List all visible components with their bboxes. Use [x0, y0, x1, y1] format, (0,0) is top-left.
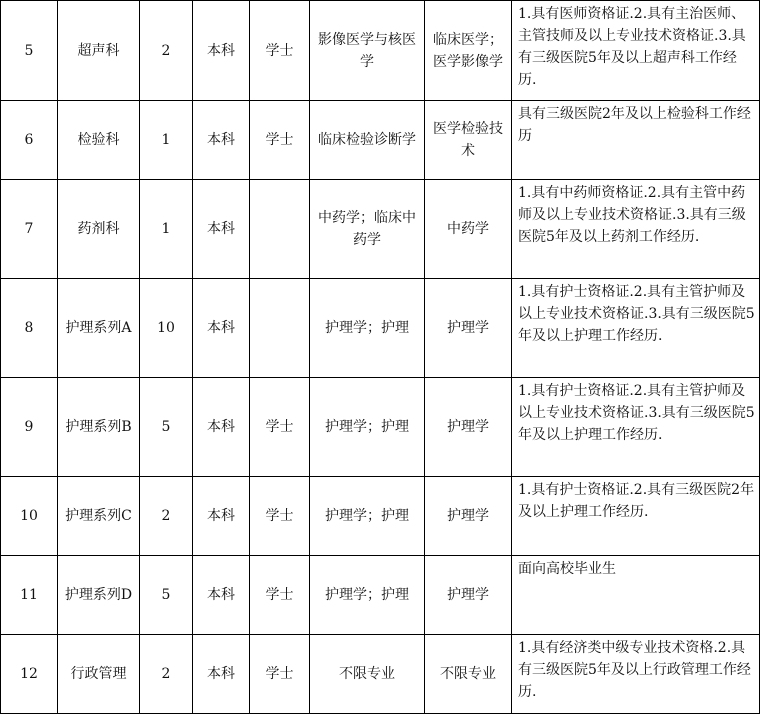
- major-associate-cell: 临床医学；医学影像学: [425, 1, 512, 101]
- education-cell: 本科: [193, 101, 250, 180]
- row-number: 11: [1, 556, 58, 635]
- major-undergrad-cell: 影像医学与核医学: [310, 1, 425, 101]
- requirements-cell: 1.具有护士资格证.2.具有主管护师及以上专业技术资格证.3.具有三级医院5年及以上护理工作经历.: [512, 378, 760, 477]
- major-associate-cell: 护理学: [425, 279, 512, 378]
- degree-cell: 学士: [250, 635, 310, 714]
- table-row: [1, 378, 760, 477]
- major-associate-cell: 护理学: [425, 477, 512, 556]
- major-associate-cell: 不限专业: [425, 635, 512, 714]
- requirements-cell: 1.具有经济类中级专业技术资格.2.具有三级医院5年及以上行政管理工作经历.: [512, 635, 760, 714]
- major-undergrad-cell: 护理学；护理: [310, 378, 425, 477]
- major-undergrad-cell: 护理学；护理: [310, 477, 425, 556]
- degree-cell: [250, 279, 310, 378]
- major-associate-cell: 护理学: [425, 378, 512, 477]
- education-cell: 本科: [193, 1, 250, 101]
- table-row: [1, 477, 760, 556]
- table-row: [1, 180, 760, 279]
- major-associate-cell: 护理学: [425, 556, 512, 635]
- major-associate-cell: 中药学: [425, 180, 512, 279]
- table-row: [1, 279, 760, 378]
- department-cell: 行政管理: [58, 635, 140, 714]
- row-number: 12: [1, 635, 58, 714]
- headcount-cell: 1: [140, 101, 193, 180]
- table-row: [1, 1, 760, 101]
- table-row: [1, 556, 760, 635]
- department-cell: 护理系列D: [58, 556, 140, 635]
- major-associate-cell: 医学检验技术: [425, 101, 512, 180]
- row-number: 9: [1, 378, 58, 477]
- major-undergrad-cell: 护理学；护理: [310, 279, 425, 378]
- row-number: 5: [1, 1, 58, 101]
- table-row: [1, 101, 760, 180]
- row-number: 6: [1, 101, 58, 180]
- requirements-cell: 1.具有中药师资格证.2.具有主管中药师及以上专业技术资格证.3.具有三级医院5年及以上药剂工作经历.: [512, 180, 760, 279]
- headcount-cell: 10: [140, 279, 193, 378]
- row-number: 8: [1, 279, 58, 378]
- requirements-cell: 1.具有医师资格证.2.具有主治医师、主管技师及以上专业技术资格证.3.具有三级医院5年及以上超声科工作经历.: [512, 1, 760, 101]
- education-cell: 本科: [193, 556, 250, 635]
- department-cell: 护理系列B: [58, 378, 140, 477]
- degree-cell: 学士: [250, 101, 310, 180]
- requirements-cell: 具有三级医院2年及以上检验科工作经历: [512, 101, 760, 180]
- department-cell: 药剂科: [58, 180, 140, 279]
- degree-cell: 学士: [250, 1, 310, 101]
- requirements-cell: 1.具有护士资格证.2.具有主管护师及以上专业技术资格证.3.具有三级医院5年及以上护理工作经历.: [512, 279, 760, 378]
- headcount-cell: 1: [140, 180, 193, 279]
- education-cell: 本科: [193, 635, 250, 714]
- major-undergrad-cell: 不限专业: [310, 635, 425, 714]
- education-cell: 本科: [193, 279, 250, 378]
- headcount-cell: 2: [140, 1, 193, 101]
- education-cell: 本科: [193, 378, 250, 477]
- major-undergrad-cell: 护理学；护理: [310, 556, 425, 635]
- department-cell: 护理系列A: [58, 279, 140, 378]
- headcount-cell: 2: [140, 477, 193, 556]
- department-cell: 超声科: [58, 1, 140, 101]
- requirements-cell: 1.具有护士资格证.2.具有三级医院2年及以上护理工作经历.: [512, 477, 760, 556]
- department-cell: 护理系列C: [58, 477, 140, 556]
- education-cell: 本科: [193, 180, 250, 279]
- education-cell: 本科: [193, 477, 250, 556]
- table-row: [1, 635, 760, 714]
- headcount-cell: 5: [140, 556, 193, 635]
- degree-cell: [250, 180, 310, 279]
- degree-cell: 学士: [250, 378, 310, 477]
- degree-cell: 学士: [250, 556, 310, 635]
- row-number: 7: [1, 180, 58, 279]
- department-cell: 检验科: [58, 101, 140, 180]
- major-undergrad-cell: 中药学；临床中药学: [310, 180, 425, 279]
- degree-cell: 学士: [250, 477, 310, 556]
- major-undergrad-cell: 临床检验诊断学: [310, 101, 425, 180]
- row-number: 10: [1, 477, 58, 556]
- headcount-cell: 2: [140, 635, 193, 714]
- headcount-cell: 5: [140, 378, 193, 477]
- requirements-cell: 面向高校毕业生: [512, 556, 760, 635]
